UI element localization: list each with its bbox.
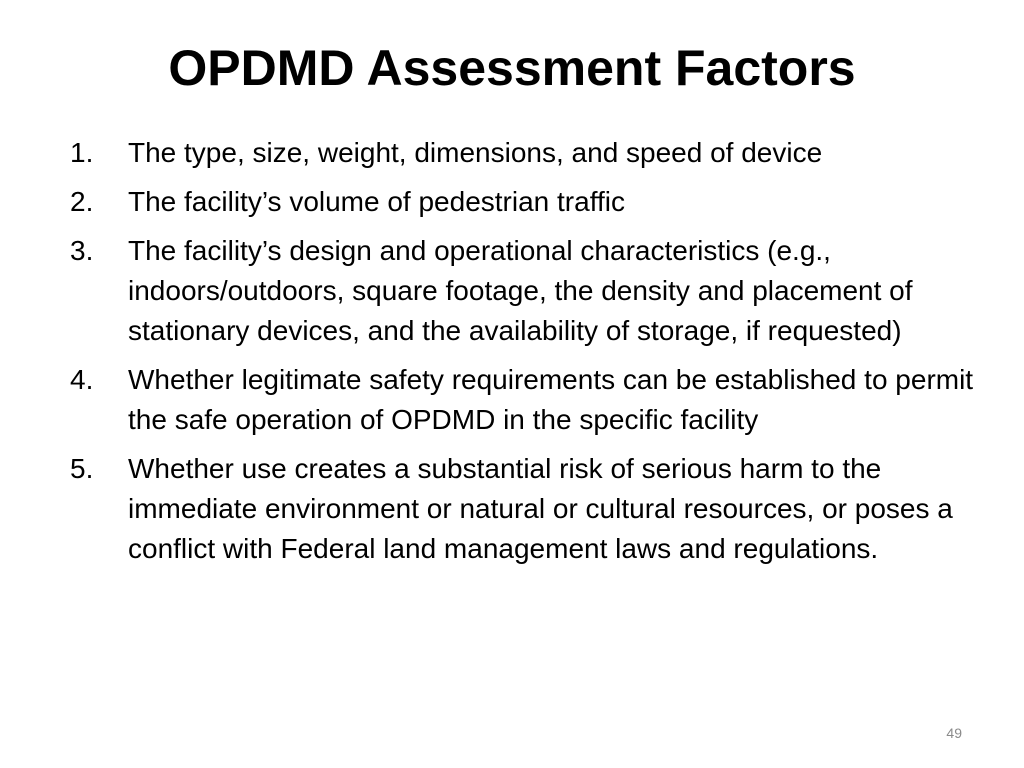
list-item-text: Whether use creates a substantial risk of serious harm to the immediate environment or natural or cultural resources, or poses a conflict with Federal land management laws and regulations. [128, 453, 953, 564]
list-item [70, 449, 990, 569]
list-item-number: 4. [70, 364, 94, 395]
list-item-text: The facility’s design and operational characteristics (e.g., indoors/outdoors, square footage, the density and placement of stationary devices, and the availability of storage, if requested) [128, 235, 913, 346]
list-item-number: 3. [70, 235, 94, 266]
factor-list [70, 133, 990, 578]
list-item-number: 1. [70, 137, 94, 168]
list-item-text: The facility’s volume of pedestrian traffic [128, 186, 625, 217]
list-item-number: 2. [70, 186, 94, 217]
list-item [70, 133, 990, 173]
list-item [70, 231, 990, 351]
slide-title: OPDMD Assessment Factors [168, 40, 856, 96]
list-item-number: 5. [70, 453, 94, 484]
list-item [70, 182, 990, 222]
list-item-text: Whether legitimate safety requirements can be established to permit the safe operation of OPDMD in the specific facility [128, 364, 974, 435]
slide-number: 49 [946, 725, 962, 741]
list-item-text: The type, size, weight, dimensions, and speed of device [128, 137, 823, 168]
list-item [70, 360, 990, 440]
